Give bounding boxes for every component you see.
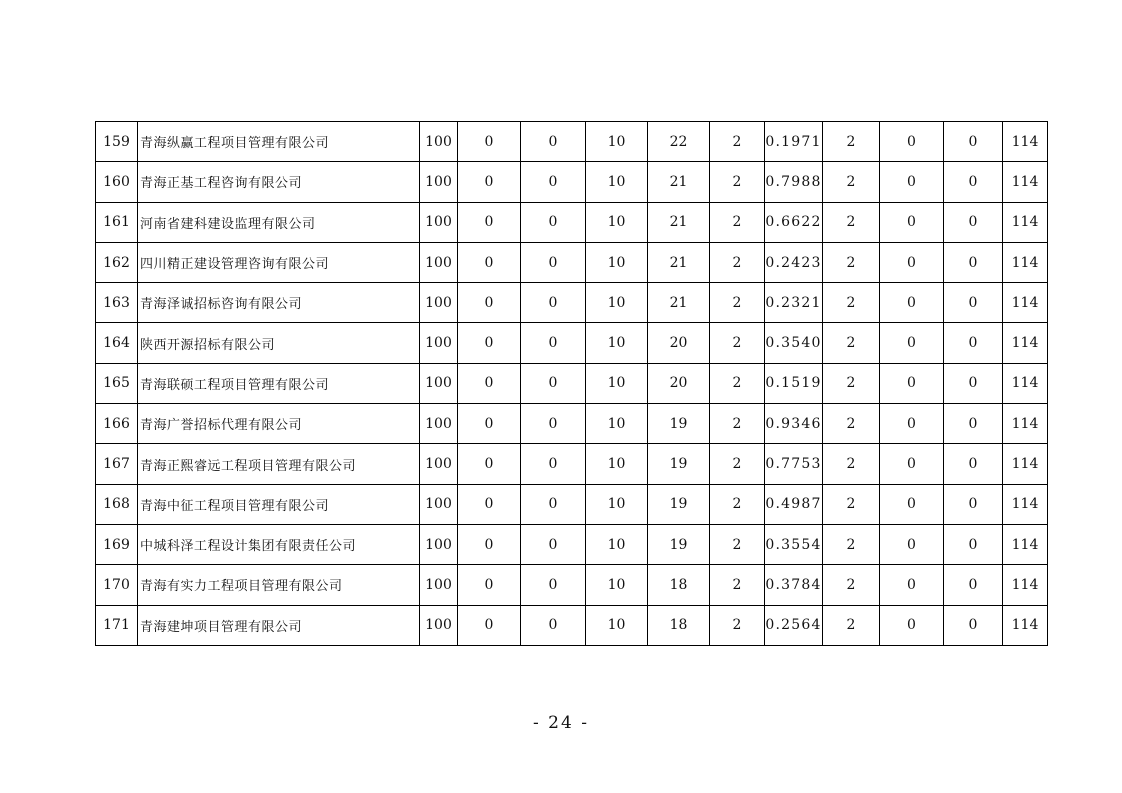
score-col-9-cell: 0: [880, 605, 944, 645]
score-col-6-cell: 2: [710, 565, 765, 605]
table-row: [96, 323, 1048, 363]
score-col-5-cell: 22: [648, 122, 710, 162]
row-number-cell: 165: [96, 363, 138, 403]
company-name-cell: 青海广誉招标代理有限公司: [138, 404, 420, 444]
score-col-8-cell: 2: [823, 202, 880, 242]
score-col-10-cell: 0: [944, 363, 1003, 403]
score-col-8-cell: 2: [823, 484, 880, 524]
score-col-6-cell: 2: [710, 444, 765, 484]
score-col-7-cell: 0.1971: [765, 122, 823, 162]
score-col-5-cell: 21: [648, 202, 710, 242]
table-row: [96, 122, 1048, 162]
score-col-3-cell: 0: [521, 524, 586, 564]
score-col-1-cell: 100: [420, 605, 458, 645]
score-total-cell: 114: [1003, 122, 1048, 162]
score-col-5-cell: 19: [648, 404, 710, 444]
row-number-cell: 159: [96, 122, 138, 162]
score-col-2-cell: 0: [458, 162, 521, 202]
row-number-cell: 169: [96, 524, 138, 564]
score-col-8-cell: 2: [823, 605, 880, 645]
score-col-7-cell: 0.1519: [765, 363, 823, 403]
score-col-8-cell: 2: [823, 404, 880, 444]
score-col-6-cell: 2: [710, 484, 765, 524]
score-col-8-cell: 2: [823, 122, 880, 162]
row-number-cell: 163: [96, 283, 138, 323]
score-col-6-cell: 2: [710, 122, 765, 162]
score-col-4-cell: 10: [586, 565, 648, 605]
table-body: [96, 122, 1048, 646]
score-total-cell: 114: [1003, 484, 1048, 524]
score-col-1-cell: 100: [420, 363, 458, 403]
score-col-7-cell: 0.7753: [765, 444, 823, 484]
score-col-10-cell: 0: [944, 122, 1003, 162]
score-col-2-cell: 0: [458, 363, 521, 403]
score-col-7-cell: 0.3784: [765, 565, 823, 605]
score-col-6-cell: 2: [710, 162, 765, 202]
score-col-8-cell: 2: [823, 565, 880, 605]
score-col-1-cell: 100: [420, 565, 458, 605]
score-col-1-cell: 100: [420, 524, 458, 564]
score-col-5-cell: 20: [648, 323, 710, 363]
score-col-8-cell: 2: [823, 162, 880, 202]
score-col-1-cell: 100: [420, 283, 458, 323]
table-row: [96, 162, 1048, 202]
score-col-5-cell: 18: [648, 565, 710, 605]
row-number-cell: 171: [96, 605, 138, 645]
score-col-3-cell: 0: [521, 444, 586, 484]
score-col-10-cell: 0: [944, 524, 1003, 564]
score-col-4-cell: 10: [586, 283, 648, 323]
table-row: [96, 283, 1048, 323]
table-row: [96, 524, 1048, 564]
score-col-4-cell: 10: [586, 524, 648, 564]
score-col-6-cell: 2: [710, 202, 765, 242]
company-name-cell: 青海正基工程咨询有限公司: [138, 162, 420, 202]
table-row: [96, 404, 1048, 444]
score-col-9-cell: 0: [880, 202, 944, 242]
score-col-4-cell: 10: [586, 202, 648, 242]
score-total-cell: 114: [1003, 323, 1048, 363]
score-col-7-cell: 0.7988: [765, 162, 823, 202]
score-col-2-cell: 0: [458, 565, 521, 605]
score-col-1-cell: 100: [420, 242, 458, 282]
score-col-3-cell: 0: [521, 122, 586, 162]
company-name-cell: 四川精正建设管理咨询有限公司: [138, 242, 420, 282]
score-col-10-cell: 0: [944, 162, 1003, 202]
score-col-8-cell: 2: [823, 363, 880, 403]
row-number-cell: 164: [96, 323, 138, 363]
page-number: - 24 -: [533, 713, 589, 733]
score-col-3-cell: 0: [521, 484, 586, 524]
score-col-3-cell: 0: [521, 404, 586, 444]
company-name-cell: 青海建坤项目管理有限公司: [138, 605, 420, 645]
score-col-4-cell: 10: [586, 242, 648, 282]
score-col-7-cell: 0.6622: [765, 202, 823, 242]
score-col-2-cell: 0: [458, 404, 521, 444]
score-col-6-cell: 2: [710, 283, 765, 323]
score-col-5-cell: 19: [648, 524, 710, 564]
table-row: [96, 363, 1048, 403]
score-col-3-cell: 0: [521, 605, 586, 645]
score-col-2-cell: 0: [458, 122, 521, 162]
table-row: [96, 242, 1048, 282]
score-col-4-cell: 10: [586, 323, 648, 363]
score-col-3-cell: 0: [521, 565, 586, 605]
score-col-3-cell: 0: [521, 162, 586, 202]
table-row: [96, 484, 1048, 524]
score-col-8-cell: 2: [823, 524, 880, 564]
score-col-7-cell: 0.9346: [765, 404, 823, 444]
score-total-cell: 114: [1003, 162, 1048, 202]
score-col-10-cell: 0: [944, 404, 1003, 444]
score-col-5-cell: 19: [648, 484, 710, 524]
score-col-6-cell: 2: [710, 605, 765, 645]
score-col-6-cell: 2: [710, 524, 765, 564]
score-col-9-cell: 0: [880, 444, 944, 484]
score-col-10-cell: 0: [944, 283, 1003, 323]
company-name-cell: 青海有实力工程项目管理有限公司: [138, 565, 420, 605]
table-row: [96, 565, 1048, 605]
company-name-cell: 河南省建科建设监理有限公司: [138, 202, 420, 242]
score-col-7-cell: 0.4987: [765, 484, 823, 524]
score-col-8-cell: 2: [823, 444, 880, 484]
score-col-9-cell: 0: [880, 363, 944, 403]
score-total-cell: 114: [1003, 404, 1048, 444]
score-col-2-cell: 0: [458, 524, 521, 564]
score-col-2-cell: 0: [458, 323, 521, 363]
score-col-7-cell: 0.2564: [765, 605, 823, 645]
score-col-1-cell: 100: [420, 162, 458, 202]
score-col-5-cell: 21: [648, 242, 710, 282]
score-col-8-cell: 2: [823, 323, 880, 363]
score-col-2-cell: 0: [458, 605, 521, 645]
score-col-3-cell: 0: [521, 323, 586, 363]
row-number-cell: 170: [96, 565, 138, 605]
score-col-10-cell: 0: [944, 484, 1003, 524]
row-number-cell: 167: [96, 444, 138, 484]
score-col-7-cell: 0.3540: [765, 323, 823, 363]
score-col-9-cell: 0: [880, 565, 944, 605]
score-col-4-cell: 10: [586, 122, 648, 162]
company-name-cell: 陕西开源招标有限公司: [138, 323, 420, 363]
score-col-9-cell: 0: [880, 484, 944, 524]
score-col-5-cell: 21: [648, 162, 710, 202]
score-col-10-cell: 0: [944, 202, 1003, 242]
score-col-4-cell: 10: [586, 404, 648, 444]
score-col-10-cell: 0: [944, 323, 1003, 363]
score-col-6-cell: 2: [710, 404, 765, 444]
score-col-9-cell: 0: [880, 162, 944, 202]
score-col-1-cell: 100: [420, 202, 458, 242]
row-number-cell: 162: [96, 242, 138, 282]
company-name-cell: 青海联硕工程项目管理有限公司: [138, 363, 420, 403]
score-col-3-cell: 0: [521, 363, 586, 403]
score-total-cell: 114: [1003, 565, 1048, 605]
score-col-1-cell: 100: [420, 484, 458, 524]
score-col-5-cell: 20: [648, 363, 710, 403]
score-col-4-cell: 10: [586, 605, 648, 645]
score-col-5-cell: 21: [648, 283, 710, 323]
score-col-1-cell: 100: [420, 122, 458, 162]
company-name-cell: 中城科泽工程设计集团有限责任公司: [138, 524, 420, 564]
score-col-2-cell: 0: [458, 444, 521, 484]
score-col-10-cell: 0: [944, 242, 1003, 282]
score-col-1-cell: 100: [420, 404, 458, 444]
score-col-8-cell: 2: [823, 242, 880, 282]
score-col-3-cell: 0: [521, 202, 586, 242]
score-total-cell: 114: [1003, 363, 1048, 403]
row-number-cell: 161: [96, 202, 138, 242]
score-col-8-cell: 2: [823, 283, 880, 323]
score-col-10-cell: 0: [944, 444, 1003, 484]
score-total-cell: 114: [1003, 524, 1048, 564]
company-name-cell: 青海正熙睿远工程项目管理有限公司: [138, 444, 420, 484]
score-col-9-cell: 0: [880, 283, 944, 323]
table-row: [96, 605, 1048, 645]
score-col-3-cell: 0: [521, 283, 586, 323]
score-col-6-cell: 2: [710, 242, 765, 282]
score-col-2-cell: 0: [458, 242, 521, 282]
score-col-7-cell: 0.2423: [765, 242, 823, 282]
score-col-1-cell: 100: [420, 444, 458, 484]
score-col-2-cell: 0: [458, 283, 521, 323]
score-col-4-cell: 10: [586, 363, 648, 403]
score-total-cell: 114: [1003, 202, 1048, 242]
score-total-cell: 114: [1003, 283, 1048, 323]
score-col-2-cell: 0: [458, 202, 521, 242]
score-col-9-cell: 0: [880, 122, 944, 162]
score-col-10-cell: 0: [944, 605, 1003, 645]
score-col-3-cell: 0: [521, 242, 586, 282]
score-col-9-cell: 0: [880, 404, 944, 444]
score-col-5-cell: 19: [648, 444, 710, 484]
company-name-cell: 青海中征工程项目管理有限公司: [138, 484, 420, 524]
row-number-cell: 168: [96, 484, 138, 524]
score-col-9-cell: 0: [880, 242, 944, 282]
score-col-6-cell: 2: [710, 323, 765, 363]
score-col-2-cell: 0: [458, 484, 521, 524]
score-total-cell: 114: [1003, 242, 1048, 282]
score-col-4-cell: 10: [586, 162, 648, 202]
score-col-10-cell: 0: [944, 565, 1003, 605]
score-col-9-cell: 0: [880, 524, 944, 564]
score-col-1-cell: 100: [420, 323, 458, 363]
company-name-cell: 青海纵赢工程项目管理有限公司: [138, 122, 420, 162]
score-col-9-cell: 0: [880, 323, 944, 363]
score-col-7-cell: 0.2321: [765, 283, 823, 323]
score-col-5-cell: 18: [648, 605, 710, 645]
score-total-cell: 114: [1003, 605, 1048, 645]
score-col-7-cell: 0.3554: [765, 524, 823, 564]
table-row: [96, 202, 1048, 242]
row-number-cell: 166: [96, 404, 138, 444]
company-name-cell: 青海泽诚招标咨询有限公司: [138, 283, 420, 323]
score-total-cell: 114: [1003, 444, 1048, 484]
score-table: [95, 121, 1048, 646]
row-number-cell: 160: [96, 162, 138, 202]
score-col-4-cell: 10: [586, 444, 648, 484]
table-row: [96, 444, 1048, 484]
score-col-4-cell: 10: [586, 484, 648, 524]
score-col-6-cell: 2: [710, 363, 765, 403]
